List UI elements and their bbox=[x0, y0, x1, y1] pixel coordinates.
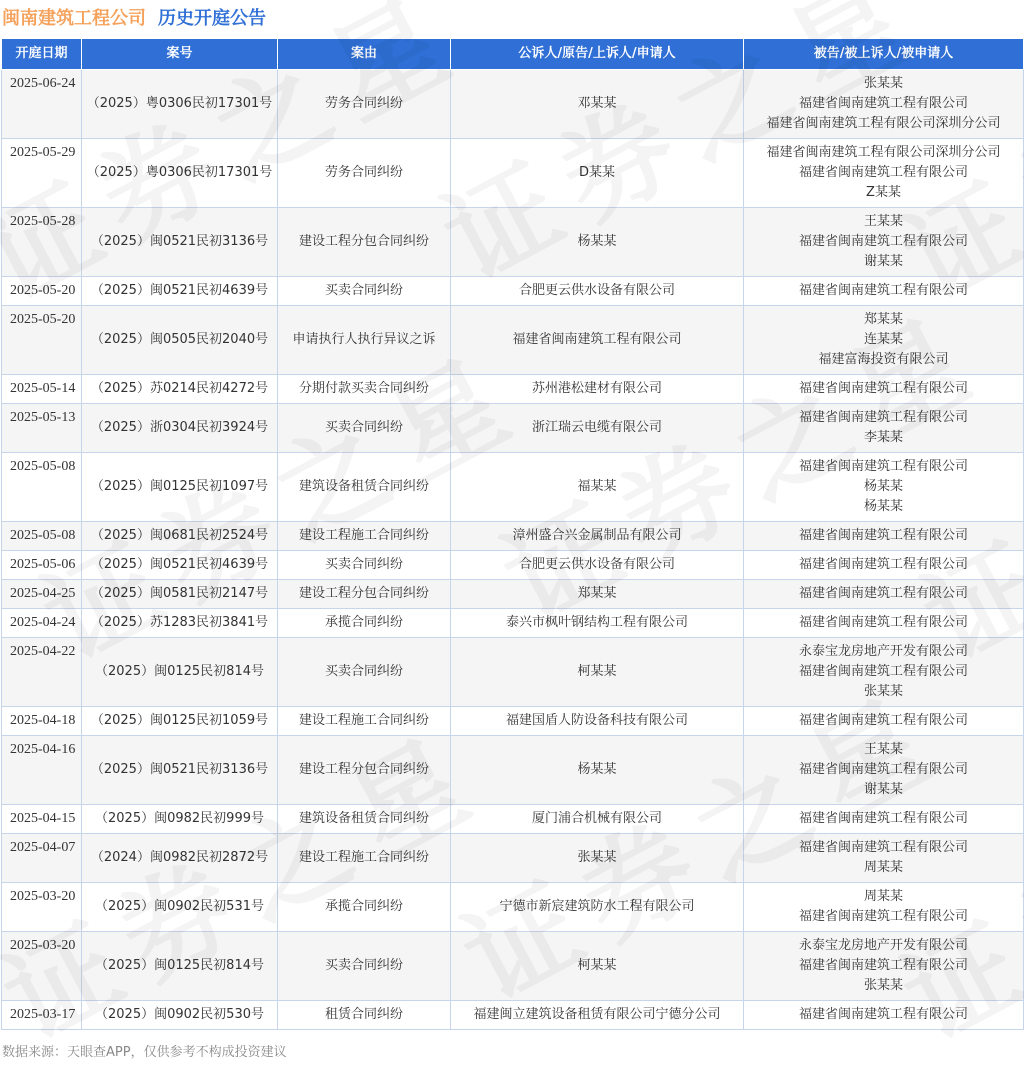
hearing-date: 2025-03-20 bbox=[2, 883, 82, 932]
case-number: （2025）闽0125民初1097号 bbox=[82, 453, 278, 522]
table-row bbox=[2, 638, 1024, 707]
hearing-date: 2025-04-24 bbox=[2, 609, 82, 638]
plaintiff-name: 杨某某 bbox=[577, 234, 617, 249]
table-row bbox=[2, 522, 1024, 551]
plaintiff-name: 福建国盾人防设备科技有限公司 bbox=[505, 713, 688, 728]
table-header-row bbox=[2, 39, 1024, 70]
plaintiff-name: 郑某某 bbox=[577, 586, 617, 601]
plaintiff-name: 柯某某 bbox=[577, 664, 617, 679]
defendant-cell bbox=[744, 404, 1024, 453]
defendant-name: 张某某 bbox=[863, 76, 903, 91]
defendant-name: 福建省闽南建筑工程有限公司 bbox=[798, 958, 968, 973]
case-cause: 承揽合同纠纷 bbox=[278, 883, 451, 932]
plaintiff-name: D某某 bbox=[578, 165, 615, 180]
defendant-cell bbox=[744, 551, 1024, 580]
column-header-cause: 案由 bbox=[278, 39, 451, 70]
defendant-cell bbox=[744, 834, 1024, 883]
case-number: （2025）苏0214民初4272号 bbox=[82, 375, 278, 404]
case-number: （2025）闽0125民初814号 bbox=[82, 638, 278, 707]
defendant-name: Z某某 bbox=[866, 185, 901, 200]
defendant-name: 福建省闽南建筑工程有限公司深圳分公司 bbox=[766, 116, 1001, 131]
data-source-note: 数据来源：天眼查APP，仅供参考不构成投资建议 bbox=[2, 1045, 287, 1060]
column-header-defendant: 被告/被上诉人/被申请人 bbox=[744, 39, 1024, 70]
defendant-cell bbox=[744, 883, 1024, 932]
column-header-case-no: 案号 bbox=[82, 39, 278, 70]
case-number: （2025）闽0681民初2524号 bbox=[82, 522, 278, 551]
table-body bbox=[2, 70, 1024, 1030]
column-header-date: 开庭日期 bbox=[2, 39, 82, 70]
table-row bbox=[2, 375, 1024, 404]
case-cause: 买卖合同纠纷 bbox=[278, 404, 451, 453]
table-row bbox=[2, 609, 1024, 638]
defendant-cell bbox=[744, 375, 1024, 404]
plaintiff-name: 合肥更云供水设备有限公司 bbox=[518, 283, 675, 298]
defendant-cell bbox=[744, 70, 1024, 139]
hearing-table bbox=[1, 38, 1024, 1030]
table-row bbox=[2, 70, 1024, 139]
defendant-name: 福建省闽南建筑工程有限公司 bbox=[798, 557, 968, 572]
plaintiff-cell bbox=[451, 70, 744, 139]
case-cause: 建筑设备租赁合同纠纷 bbox=[278, 453, 451, 522]
case-number: （2025）苏1283民初3841号 bbox=[82, 609, 278, 638]
defendant-cell bbox=[744, 638, 1024, 707]
hearing-date: 2025-05-08 bbox=[2, 453, 82, 522]
table-row bbox=[2, 404, 1024, 453]
plaintiff-cell bbox=[451, 736, 744, 805]
plaintiff-cell bbox=[451, 609, 744, 638]
hearing-date: 2025-06-24 bbox=[2, 70, 82, 139]
plaintiff-cell bbox=[451, 208, 744, 277]
hearing-date: 2025-04-16 bbox=[2, 736, 82, 805]
defendant-name: 谢某某 bbox=[863, 782, 903, 797]
case-number: （2025）闽0521民初3136号 bbox=[82, 736, 278, 805]
defendant-name: 福建省闽南建筑工程有限公司 bbox=[798, 840, 968, 855]
case-number: （2025）闽0521民初4639号 bbox=[82, 551, 278, 580]
table-row bbox=[2, 883, 1024, 932]
defendant-name: 福建省闽南建筑工程有限公司 bbox=[798, 381, 968, 396]
hearing-date: 2025-03-20 bbox=[2, 932, 82, 1001]
defendant-name: 李某某 bbox=[863, 430, 903, 445]
plaintiff-name: 宁德市新宸建筑防水工程有限公司 bbox=[499, 899, 695, 914]
defendant-cell bbox=[744, 805, 1024, 834]
defendant-name: 福建省闽南建筑工程有限公司 bbox=[798, 586, 968, 601]
case-cause: 建设工程施工合同纠纷 bbox=[278, 834, 451, 883]
plaintiff-name: 漳州盛合兴金属制品有限公司 bbox=[512, 528, 682, 543]
case-cause: 承揽合同纠纷 bbox=[278, 609, 451, 638]
case-cause: 建设工程分包合同纠纷 bbox=[278, 580, 451, 609]
case-cause: 劳务合同纠纷 bbox=[278, 70, 451, 139]
plaintiff-name: 厦门浦合机械有限公司 bbox=[531, 811, 662, 826]
hearing-date: 2025-05-06 bbox=[2, 551, 82, 580]
defendant-cell bbox=[744, 580, 1024, 609]
table-row bbox=[2, 139, 1024, 208]
defendant-name: 福建省闽南建筑工程有限公司 bbox=[798, 615, 968, 630]
defendant-name: 周某某 bbox=[863, 889, 903, 904]
plaintiff-cell bbox=[451, 522, 744, 551]
defendant-name: 福建省闽南建筑工程有限公司 bbox=[798, 664, 968, 679]
defendant-cell bbox=[744, 609, 1024, 638]
plaintiff-cell bbox=[451, 453, 744, 522]
hearing-date: 2025-05-28 bbox=[2, 208, 82, 277]
hearing-date: 2025-04-18 bbox=[2, 707, 82, 736]
defendant-cell bbox=[744, 277, 1024, 306]
case-number: （2025）闽0982民初999号 bbox=[82, 805, 278, 834]
table-row bbox=[2, 306, 1024, 375]
plaintiff-cell bbox=[451, 277, 744, 306]
plaintiff-name: 杨某某 bbox=[577, 762, 617, 777]
table-row bbox=[2, 453, 1024, 522]
defendant-name: 福建省闽南建筑工程有限公司 bbox=[798, 234, 968, 249]
plaintiff-name: 福建闽立建筑设备租赁有限公司宁德分公司 bbox=[473, 1007, 721, 1022]
case-cause: 租赁合同纠纷 bbox=[278, 1001, 451, 1030]
plaintiff-cell bbox=[451, 1001, 744, 1030]
plaintiff-name: 张某某 bbox=[577, 850, 617, 865]
defendant-name: 杨某某 bbox=[863, 499, 903, 514]
table-container bbox=[1, 38, 1023, 1030]
column-header-plaintiff: 公诉人/原告/上诉人/申请人 bbox=[451, 39, 744, 70]
defendant-name: 福建省闽南建筑工程有限公司 bbox=[798, 283, 968, 298]
case-number: （2025）浙0304民初3924号 bbox=[82, 404, 278, 453]
plaintiff-name: 福某某 bbox=[577, 479, 617, 494]
defendant-cell bbox=[744, 208, 1024, 277]
plaintiff-name: 柯某某 bbox=[577, 958, 617, 973]
defendant-cell bbox=[744, 522, 1024, 551]
plaintiff-cell bbox=[451, 707, 744, 736]
case-number: （2025）闽0125民初814号 bbox=[82, 932, 278, 1001]
defendant-name: 郑某某 bbox=[863, 312, 903, 327]
hearing-date: 2025-04-25 bbox=[2, 580, 82, 609]
defendant-name: 张某某 bbox=[863, 978, 903, 993]
hearing-date: 2025-04-07 bbox=[2, 834, 82, 883]
hearing-date: 2025-05-08 bbox=[2, 522, 82, 551]
defendant-cell bbox=[744, 736, 1024, 805]
case-number: （2025）闽0902民初530号 bbox=[82, 1001, 278, 1030]
table-row bbox=[2, 551, 1024, 580]
hearing-date: 2025-05-29 bbox=[2, 139, 82, 208]
defendant-name: 福建省闽南建筑工程有限公司 bbox=[798, 528, 968, 543]
defendant-name: 周某某 bbox=[863, 860, 903, 875]
defendant-name: 福建省闽南建筑工程有限公司 bbox=[798, 410, 968, 425]
table-row bbox=[2, 834, 1024, 883]
table-row bbox=[2, 736, 1024, 805]
table-row bbox=[2, 580, 1024, 609]
table-row bbox=[2, 208, 1024, 277]
plaintiff-cell bbox=[451, 883, 744, 932]
plaintiff-name: 苏州港松建材有限公司 bbox=[531, 381, 662, 396]
defendant-name: 杨某某 bbox=[863, 479, 903, 494]
case-cause: 买卖合同纠纷 bbox=[278, 932, 451, 1001]
defendant-name: 福建省闽南建筑工程有限公司深圳分公司 bbox=[766, 145, 1001, 160]
table-row bbox=[2, 1001, 1024, 1030]
defendant-name: 永泰宝龙房地产开发有限公司 bbox=[798, 938, 968, 953]
case-number: （2025）粤0306民初17301号 bbox=[82, 139, 278, 208]
case-number: （2025）闽0521民初3136号 bbox=[82, 208, 278, 277]
defendant-name: 福建省闽南建筑工程有限公司 bbox=[798, 713, 968, 728]
plaintiff-cell bbox=[451, 580, 744, 609]
hearing-date: 2025-05-14 bbox=[2, 375, 82, 404]
case-cause: 买卖合同纠纷 bbox=[278, 551, 451, 580]
plaintiff-name: 福建省闽南建筑工程有限公司 bbox=[512, 332, 682, 347]
defendant-name: 张某某 bbox=[863, 684, 903, 699]
case-cause: 建设工程分包合同纠纷 bbox=[278, 736, 451, 805]
hearing-date: 2025-04-22 bbox=[2, 638, 82, 707]
case-cause: 建设工程施工合同纠纷 bbox=[278, 522, 451, 551]
defendant-name: 福建省闽南建筑工程有限公司 bbox=[798, 1007, 968, 1022]
defendant-cell bbox=[744, 139, 1024, 208]
case-cause: 建设工程施工合同纠纷 bbox=[278, 707, 451, 736]
plaintiff-cell bbox=[451, 805, 744, 834]
defendant-name: 福建富海投资有限公司 bbox=[818, 352, 949, 367]
defendant-cell bbox=[744, 453, 1024, 522]
case-cause: 买卖合同纠纷 bbox=[278, 638, 451, 707]
case-cause: 建筑设备租赁合同纠纷 bbox=[278, 805, 451, 834]
table-row bbox=[2, 805, 1024, 834]
plaintiff-cell bbox=[451, 551, 744, 580]
hearing-date: 2025-05-20 bbox=[2, 277, 82, 306]
defendant-cell bbox=[744, 707, 1024, 736]
plaintiff-name: 邓某某 bbox=[577, 96, 617, 111]
plaintiff-cell bbox=[451, 834, 744, 883]
hearing-date: 2025-04-15 bbox=[2, 805, 82, 834]
table-row bbox=[2, 277, 1024, 306]
case-number: （2025）闽0505民初2040号 bbox=[82, 306, 278, 375]
defendant-name: 福建省闽南建筑工程有限公司 bbox=[798, 459, 968, 474]
defendant-name: 福建省闽南建筑工程有限公司 bbox=[798, 96, 968, 111]
defendant-name: 福建省闽南建筑工程有限公司 bbox=[798, 909, 968, 924]
defendant-name: 福建省闽南建筑工程有限公司 bbox=[798, 811, 968, 826]
defendant-name: 永泰宝龙房地产开发有限公司 bbox=[798, 644, 968, 659]
table-row bbox=[2, 932, 1024, 1001]
defendant-name: 连某某 bbox=[863, 332, 903, 347]
case-cause: 买卖合同纠纷 bbox=[278, 277, 451, 306]
plaintiff-cell bbox=[451, 638, 744, 707]
plaintiff-name: 浙江瑞云电缆有限公司 bbox=[531, 420, 662, 435]
plaintiff-cell bbox=[451, 932, 744, 1001]
plaintiff-name: 泰兴市枫叶钢结构工程有限公司 bbox=[505, 615, 688, 630]
defendant-cell bbox=[744, 1001, 1024, 1030]
case-number: （2025）闽0521民初4639号 bbox=[82, 277, 278, 306]
plaintiff-cell bbox=[451, 375, 744, 404]
case-cause: 建设工程分包合同纠纷 bbox=[278, 208, 451, 277]
case-cause: 分期付款买卖合同纠纷 bbox=[278, 375, 451, 404]
page-title: 历史开庭公告 bbox=[158, 8, 266, 29]
case-cause: 申请执行人执行异议之诉 bbox=[278, 306, 451, 375]
case-number: （2025）闽0581民初2147号 bbox=[82, 580, 278, 609]
defendant-name: 福建省闽南建筑工程有限公司 bbox=[798, 762, 968, 777]
company-name: 闽南建筑工程公司 bbox=[2, 8, 146, 29]
case-number: （2025）粤0306民初17301号 bbox=[82, 70, 278, 139]
case-cause: 劳务合同纠纷 bbox=[278, 139, 451, 208]
plaintiff-cell bbox=[451, 139, 744, 208]
plaintiff-name: 合肥更云供水设备有限公司 bbox=[518, 557, 675, 572]
defendant-name: 王某某 bbox=[863, 214, 903, 229]
defendant-cell bbox=[744, 306, 1024, 375]
defendant-name: 谢某某 bbox=[863, 254, 903, 269]
plaintiff-cell bbox=[451, 306, 744, 375]
defendant-cell bbox=[744, 932, 1024, 1001]
table-row bbox=[2, 707, 1024, 736]
hearing-date: 2025-05-20 bbox=[2, 306, 82, 375]
case-number: （2024）闽0982民初2872号 bbox=[82, 834, 278, 883]
defendant-name: 王某某 bbox=[863, 742, 903, 757]
hearing-date: 2025-03-17 bbox=[2, 1001, 82, 1030]
case-number: （2025）闽0125民初1059号 bbox=[82, 707, 278, 736]
defendant-name: 福建省闽南建筑工程有限公司 bbox=[798, 165, 968, 180]
page-header bbox=[0, 0, 1024, 34]
plaintiff-cell bbox=[451, 404, 744, 453]
hearing-date: 2025-05-13 bbox=[2, 404, 82, 453]
case-number: （2025）闽0902民初531号 bbox=[82, 883, 278, 932]
